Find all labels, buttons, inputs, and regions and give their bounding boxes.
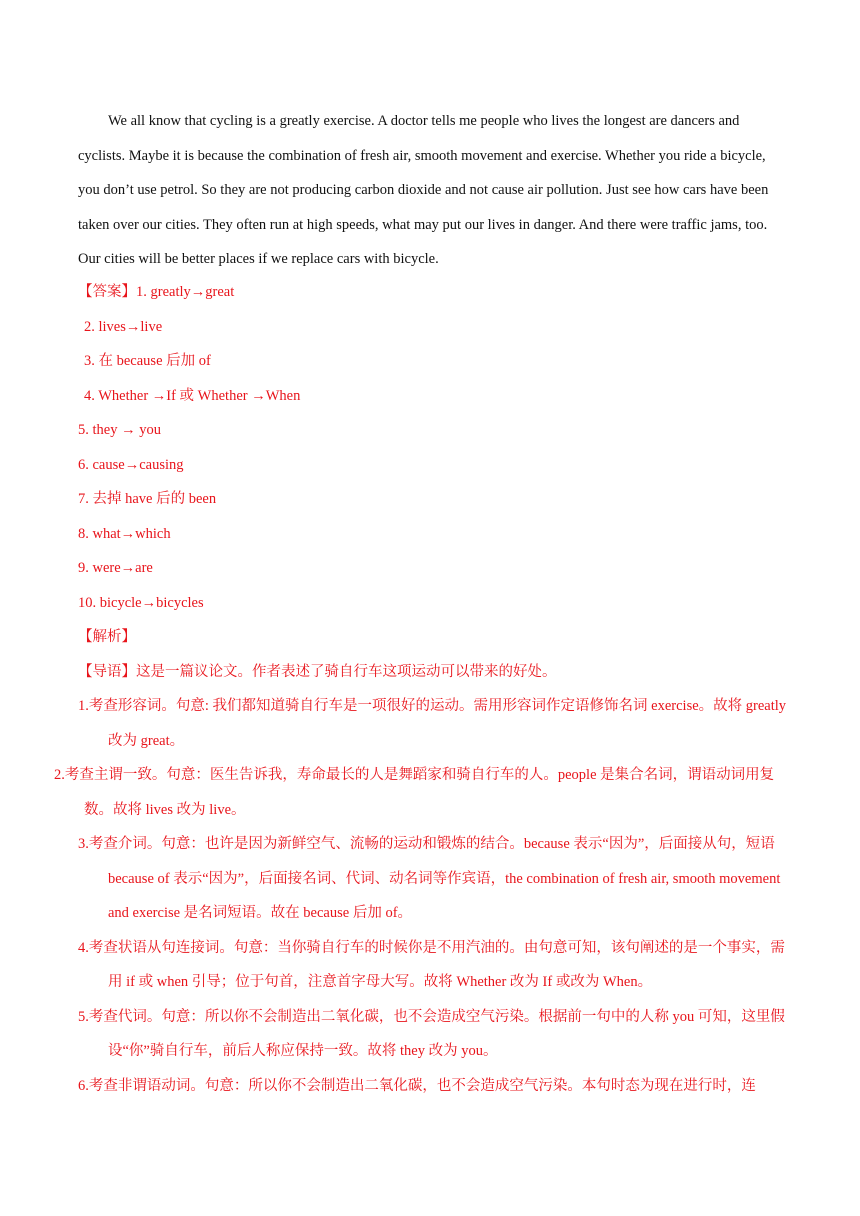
- answer-item: 6. cause→causing: [78, 456, 184, 473]
- answer-item: 8. what→which: [78, 525, 171, 542]
- answer-section: [78, 275, 788, 620]
- analysis-section: [54, 620, 788, 1103]
- analysis-item: 2.考查主谓一致。句意：医生告诉我，寿命最长的人是舞蹈家和骑自行车的人。people 是集合名词，谓语动词用复数。故将 lives 改为 live。: [54, 767, 775, 818]
- error-correction-passage: [78, 104, 778, 277]
- answer-item: 9. were→are: [78, 560, 153, 576]
- analysis-heading: 【解析】: [78, 629, 136, 645]
- answer-item: 1. greatly→great: [136, 284, 235, 300]
- analysis-intro: 【导语】这是一篇议论文。作者表述了骑自行车这项运动可以带来的好处。: [78, 663, 557, 680]
- answer-item: 10. bicycle→bicycles: [78, 594, 204, 611]
- answer-heading: 【答案】: [78, 284, 136, 300]
- analysis-item: 3.考查介词。句意：也许是因为新鲜空气、流畅的运动和锻炼的结合。because 表示“因为”，后面接从句，短语 because of 表示“因为”，后面接名词、代词、动名词等作宾语，the combination of fresh air, smooth movement and exercise 是名词短语。故在 because 后加 of。: [78, 836, 781, 921]
- answer-item: 3. 在 because 后加 of: [84, 353, 211, 369]
- answer-item: 5. they → you: [78, 422, 161, 438]
- answer-item: 2. lives→live: [84, 318, 163, 335]
- analysis-item: 6.考查非谓语动词。句意：所以你不会制造出二氧化碳，也不会造成空气污染。本句时态为现在进行时，连: [78, 1077, 756, 1094]
- answer-item: 7. 去掉 have 后的 been: [78, 491, 217, 507]
- answer-line-1: [78, 275, 788, 310]
- answer-item: 4. Whether →If 或 Whether →When: [84, 387, 301, 404]
- analysis-item: 1.考查形容词。句意: 我们都知道骑自行车是一项很好的运动。需用形容词作定语修饰名词 exercise。故将 greatly 改为 great。: [78, 698, 787, 749]
- passage-text: We all know that cycling is a greatly exercise. A doctor tells me people who lives the longest are dancers and cyclists. Maybe it is because the combination of fresh air, smooth movement and exercise. Whether you ride a bicycle, you don’t use petrol. So they are not producing carbon dioxide and not cause air pollution. Just see how cars have been taken over our cities. They often run at high speeds, what may put our lives in danger. And there were traffic jams, too. Our cities will be better places if we replace cars with bicycle.: [78, 113, 769, 267]
- analysis-item: 4.考查状语从句连接词。句意：当你骑自行车的时候你是不用汽油的。由句意可知，该句阐述的是一个事实，需用 if 或 when 引导；位于句首，注意首字母大写。故将 Whether 改为 If 或改为 When。: [78, 939, 785, 990]
- analysis-item: 5.考查代词。句意：所以你不会制造出二氧化碳，也不会造成空气污染。根据前一句中的人称 you 可知，这里假设“你”骑自行车，前后人称应保持一致。故将 they 改为 you。: [78, 1008, 785, 1059]
